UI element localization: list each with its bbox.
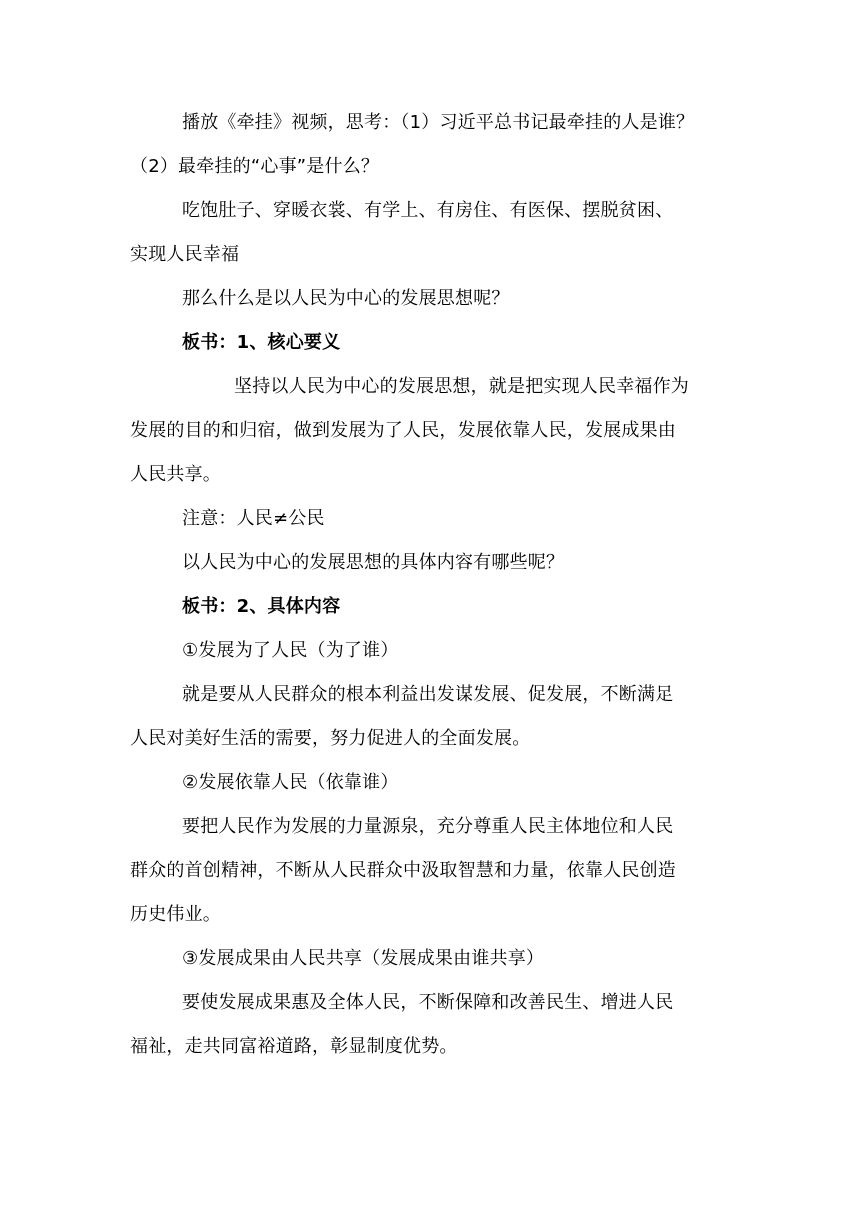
item-1-title: ①发展为了人民（为了谁） xyxy=(182,640,399,661)
heading-core-meaning: 板书：1、核心要义 xyxy=(182,332,341,353)
item-2-body-cont-1: 群众的首创精神，不断从人民群众中汲取智慧和力量，依靠人民创造 xyxy=(130,860,676,881)
item-1-body: 就是要从人民群众的根本利益出发谋发展、促发展，不断满足 xyxy=(182,684,674,705)
paragraph-video-question-cont: （2）最牵挂的“心事”是什么？ xyxy=(130,156,380,177)
heading-specific-content: 板书：2、具体内容 xyxy=(182,596,341,617)
paragraph-core-meaning-cont-2: 人民共享。 xyxy=(130,464,221,485)
paragraph-question-content: 以人民为中心的发展思想的具体内容有哪些呢？ xyxy=(182,552,565,573)
item-3-body-cont: 福祉，走共同富裕道路，彰显制度优势。 xyxy=(130,1036,458,1057)
document-page xyxy=(130,108,730,1061)
paragraph-answer-cont: 实现人民幸福 xyxy=(130,244,240,265)
paragraph-note: 注意：人民≠公民 xyxy=(182,508,325,529)
paragraph-core-meaning: 坚持以人民为中心的发展思想，就是把实现人民幸福作为 xyxy=(234,376,689,397)
paragraph-video-question: 播放《牵挂》视频，思考：（1）习近平总书记最牵挂的人是谁？ xyxy=(182,112,695,133)
item-3-body: 要使发展成果惠及全体人民，不断保障和改善民生、增进人民 xyxy=(182,992,674,1013)
item-2-body-cont-2: 历史伟业。 xyxy=(130,904,221,925)
paragraph-question-meaning: 那么什么是以人民为中心的发展思想呢？ xyxy=(182,288,510,309)
paragraph-core-meaning-cont-1: 发展的目的和归宿，做到发展为了人民，发展依靠人民，发展成果由 xyxy=(130,420,676,441)
item-2-title: ②发展依靠人民（依靠谁） xyxy=(182,772,399,793)
item-1-body-cont: 人民对美好生活的需要，努力促进人的全面发展。 xyxy=(130,728,531,749)
item-3-title: ③发展成果由人民共享（发展成果由谁共享） xyxy=(182,948,545,969)
paragraph-answer: 吃饱肚子、穿暖衣裳、有学上、有房住、有医保、摆脱贫困、 xyxy=(182,200,674,221)
item-2-body: 要把人民作为发展的力量源泉，充分尊重人民主体地位和人民 xyxy=(182,816,674,837)
